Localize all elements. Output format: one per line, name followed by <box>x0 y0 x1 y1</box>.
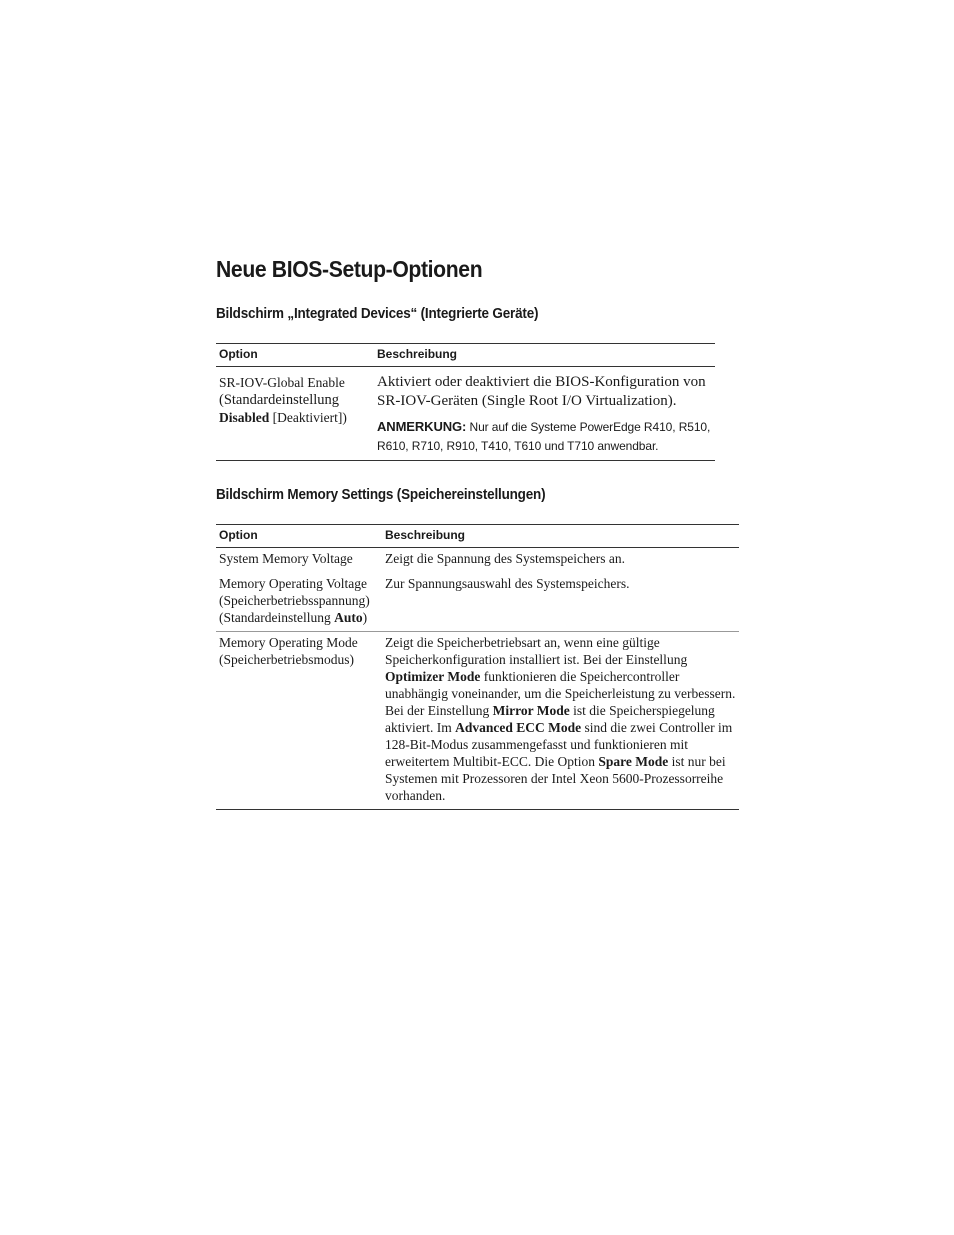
option-default-value: Auto <box>334 610 363 625</box>
option-default-label: (Standardeinstellung <box>219 392 340 408</box>
mode-name-mirror: Mirror Mode <box>492 703 570 718</box>
description-cell <box>382 548 739 575</box>
table-row <box>216 574 739 632</box>
table-row <box>216 548 739 575</box>
option-cell <box>216 367 374 461</box>
note-label: ANMERKUNG: <box>377 419 467 434</box>
mode-name-spare: Spare Mode <box>598 754 669 769</box>
option-translation: (Speicherbetriebsmodus) <box>219 652 354 667</box>
column-header-description: Beschreibung <box>382 525 739 548</box>
option-default-value: Disabled <box>219 410 270 425</box>
option-default-label: (Standardeinstellung <box>219 610 335 625</box>
description-text: Zeigt die Speicherbetriebsart an, wenn eine gültige Speicherkonfiguration installiert ist. Bei der Einstellung <box>385 635 688 667</box>
table-row <box>216 367 715 461</box>
column-header-option: Option <box>216 525 382 548</box>
description-cell <box>374 367 715 461</box>
option-translation: (Speicherbetriebsspannung) <box>219 593 370 608</box>
description-text: Zur Spannungsauswahl des Systemspeichers. <box>385 576 630 591</box>
description-text: Aktiviert oder deaktiviert die BIOS-Konfiguration von SR-IOV-Geräten (Single Root I/O Virtualization). <box>377 374 706 409</box>
table-row <box>216 632 739 810</box>
mode-name-optimizer: Optimizer Mode <box>385 669 481 684</box>
option-name: Memory Operating Voltage <box>219 576 367 591</box>
description-text: funktionieren die Speichercontroller unabhängig voneinander, um die Speicherleistung zu verbessern. Bei der Einstellung <box>385 669 736 718</box>
section-heading-integrated-devices: Bildschirm „Integrated Devices“ (Integrierte Geräte) <box>216 306 539 322</box>
page-title: Neue BIOS-Setup-Optionen <box>216 256 483 282</box>
option-name: SR-IOV-Global Enable <box>219 375 345 390</box>
mode-name-advanced-ecc: Advanced ECC Mode <box>455 720 582 735</box>
column-header-description: Beschreibung <box>374 344 715 367</box>
description-text: sind die zwei Controller im 128-Bit-Modus zusammengefasst und funktionieren mit erweitertem Multibit-ECC. Die Option <box>385 720 733 769</box>
option-default-close: ) <box>362 610 368 625</box>
description-cell <box>382 632 739 810</box>
section-heading-memory-settings: Bildschirm Memory Settings (Speichereinstellungen) <box>216 487 546 503</box>
integrated-devices-table <box>216 343 715 461</box>
note <box>377 417 712 456</box>
option-name: System Memory Voltage <box>219 551 353 566</box>
note-text: Nur auf die Systeme PowerEdge R410, R510, R610, R710, R910, T410, T610 und T710 anwendbar. <box>377 420 711 453</box>
option-cell <box>216 548 382 575</box>
column-header-option: Option <box>216 344 374 367</box>
option-cell <box>216 632 382 810</box>
option-name: Memory Operating Mode <box>219 635 358 650</box>
memory-settings-table <box>216 524 739 810</box>
table-header-row <box>216 525 739 548</box>
description-cell <box>382 574 739 632</box>
option-cell <box>216 574 382 632</box>
description-text: ist nur bei Systemen mit Prozessoren der Intel Xeon 5600-Prozessorreihe vorhanden. <box>385 754 726 803</box>
option-default-translation: [Deaktiviert]) <box>269 410 347 425</box>
description-text: Zeigt die Spannung des Systemspeichers an. <box>385 551 625 566</box>
table-header-row <box>216 344 715 367</box>
description-text: ist die Speicherspiegelung aktiviert. Im <box>385 703 715 735</box>
